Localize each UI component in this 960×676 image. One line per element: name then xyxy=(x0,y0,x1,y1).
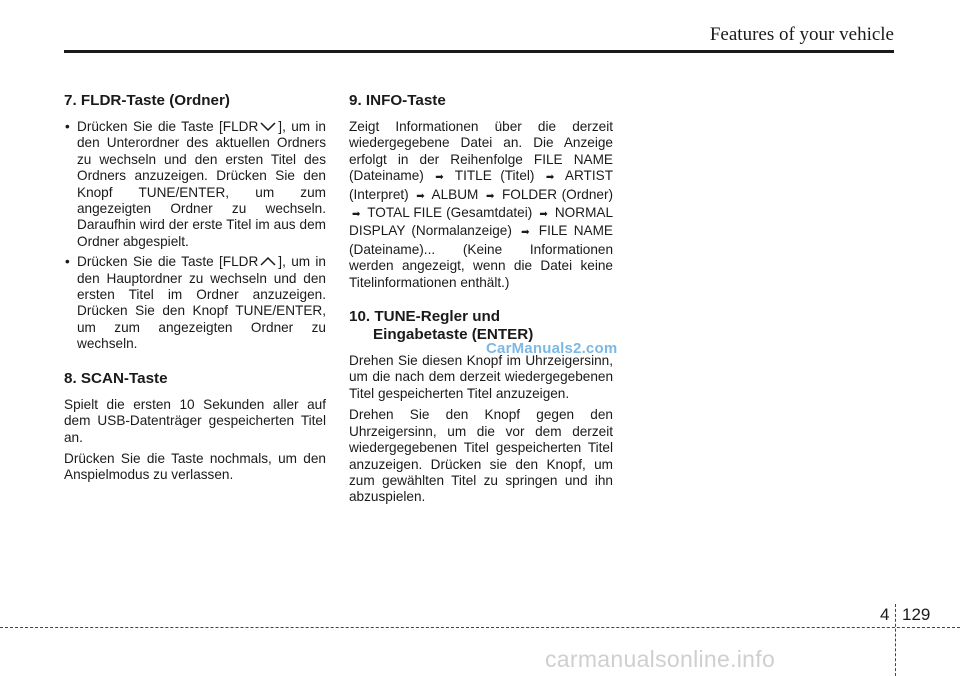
footer-site-watermark: carmanualsonline.info xyxy=(545,646,776,672)
page-header-title: Features of your vehicle xyxy=(709,24,894,45)
arrow-right-icon: ➡ xyxy=(485,190,495,202)
bullet-dot: • xyxy=(65,254,70,270)
scan-heading: 8. SCAN-Taste xyxy=(64,369,168,387)
info-paragraph xyxy=(349,119,613,291)
info-note: (Keine Informationen werden angezeigt, wenn die Datei keine Titelinformationen enthält.) xyxy=(349,241,613,290)
tune-heading xyxy=(349,308,613,344)
info-seq-6: TOTAL FILE (Gesamtdatei) xyxy=(367,205,533,221)
watermark: CarManuals2.com xyxy=(486,340,618,357)
fldr-bullet-up-pre: Drücken Sie die Taste [FLDR xyxy=(77,254,259,270)
tune-paragraph-2: Drehen Sie den Knopf gegen den Uhrzeigersinn, um die vor dem derzeit wiedergegebenen Titel gespeicherten Titel anzuzeigen. Drücken sie den Knopf, um zum gewählten Titel zu springen und ihn abzuspielen. xyxy=(349,407,613,505)
tune-heading-line-2: Eingabetaste (ENTER) xyxy=(373,326,534,344)
chevron-down-icon xyxy=(259,121,277,132)
page-separator xyxy=(895,604,896,676)
right-column xyxy=(349,92,613,511)
tune-paragraph-1: Drehen Sie diesen Knopf im Uhrzeigersinn, um die nach dem derzeit wiedergegebenen Titel gespeicherten Titel anzuzeigen. xyxy=(349,353,613,401)
arrow-right-icon: ➡ xyxy=(416,190,425,202)
fldr-bullet-down xyxy=(64,119,326,250)
left-column xyxy=(64,92,326,489)
page-number: 129 xyxy=(902,605,931,624)
scan-paragraph-2: Drücken Sie die Taste nochmals, um den Anspielmodus zu verlassen. xyxy=(64,450,326,483)
info-seq-5: FOLDER (Ordner) xyxy=(501,186,614,202)
chevron-up-icon xyxy=(259,256,277,267)
fldr-bullet-down-post: ], um in den Unterordner des aktuellen Ordners zu wechseln und den ersten Titel des Ordners anzuzeigen. Drücken Sie den Knopf TUNE/ENTER, um zum angezeigten Ordner zu wechseln. Daraufhin wird der erste Titel im aus dem Ordner abgespielt. xyxy=(77,119,326,249)
info-seq-7: NORMAL DISPLAY (Normalanzeige) xyxy=(349,205,614,239)
arrow-right-icon: ➡ xyxy=(352,209,361,221)
arrow-right-icon: ➡ xyxy=(539,209,548,221)
fldr-bullet-up-post: ], um in den Hauptordner zu wechseln und den ersten Titel im Ordner anzuzeigen. Drücken Sie den Knopf TUNE/ENTER, um zum angezeigten Ordner zu wechseln. xyxy=(77,254,326,352)
info-seq-1: FILE NAME (Dateiname) xyxy=(349,151,613,184)
tune-heading-line-1: 10. TUNE-Regler und xyxy=(349,308,501,326)
header-rule xyxy=(64,50,894,53)
fldr-bullet-up xyxy=(64,254,326,352)
info-heading: 9. INFO-Taste xyxy=(349,92,446,109)
info-seq-2: TITLE (Titel) xyxy=(454,168,535,184)
arrow-right-icon: ➡ xyxy=(521,227,530,239)
arrow-right-icon: ➡ xyxy=(435,172,444,184)
chapter-number: 4 xyxy=(880,605,890,624)
scan-paragraph-1: Spielt die ersten 10 Sekunden aller auf dem USB-Datenträger gespeicherten Titel an. xyxy=(64,396,326,445)
footer-rule xyxy=(0,627,960,628)
info-seq-3: ARTIST (Interpret) xyxy=(349,168,614,202)
bullet-dot: • xyxy=(65,119,70,134)
info-intro: Zeigt Informationen über die derzeit wiedergegebene Datei an. Die Anzeige erfolgt in der Reihenfolge xyxy=(349,119,613,167)
fldr-heading: 7. FLDR-Taste (Ordner) xyxy=(64,92,230,109)
fldr-bullet-down-pre: Drücken Sie die Taste [FLDR xyxy=(77,119,259,134)
info-seq-8: FILE NAME (Dateiname)... xyxy=(349,223,614,257)
info-seq-4: ALBUM xyxy=(431,186,479,202)
arrow-right-icon: ➡ xyxy=(545,172,555,184)
